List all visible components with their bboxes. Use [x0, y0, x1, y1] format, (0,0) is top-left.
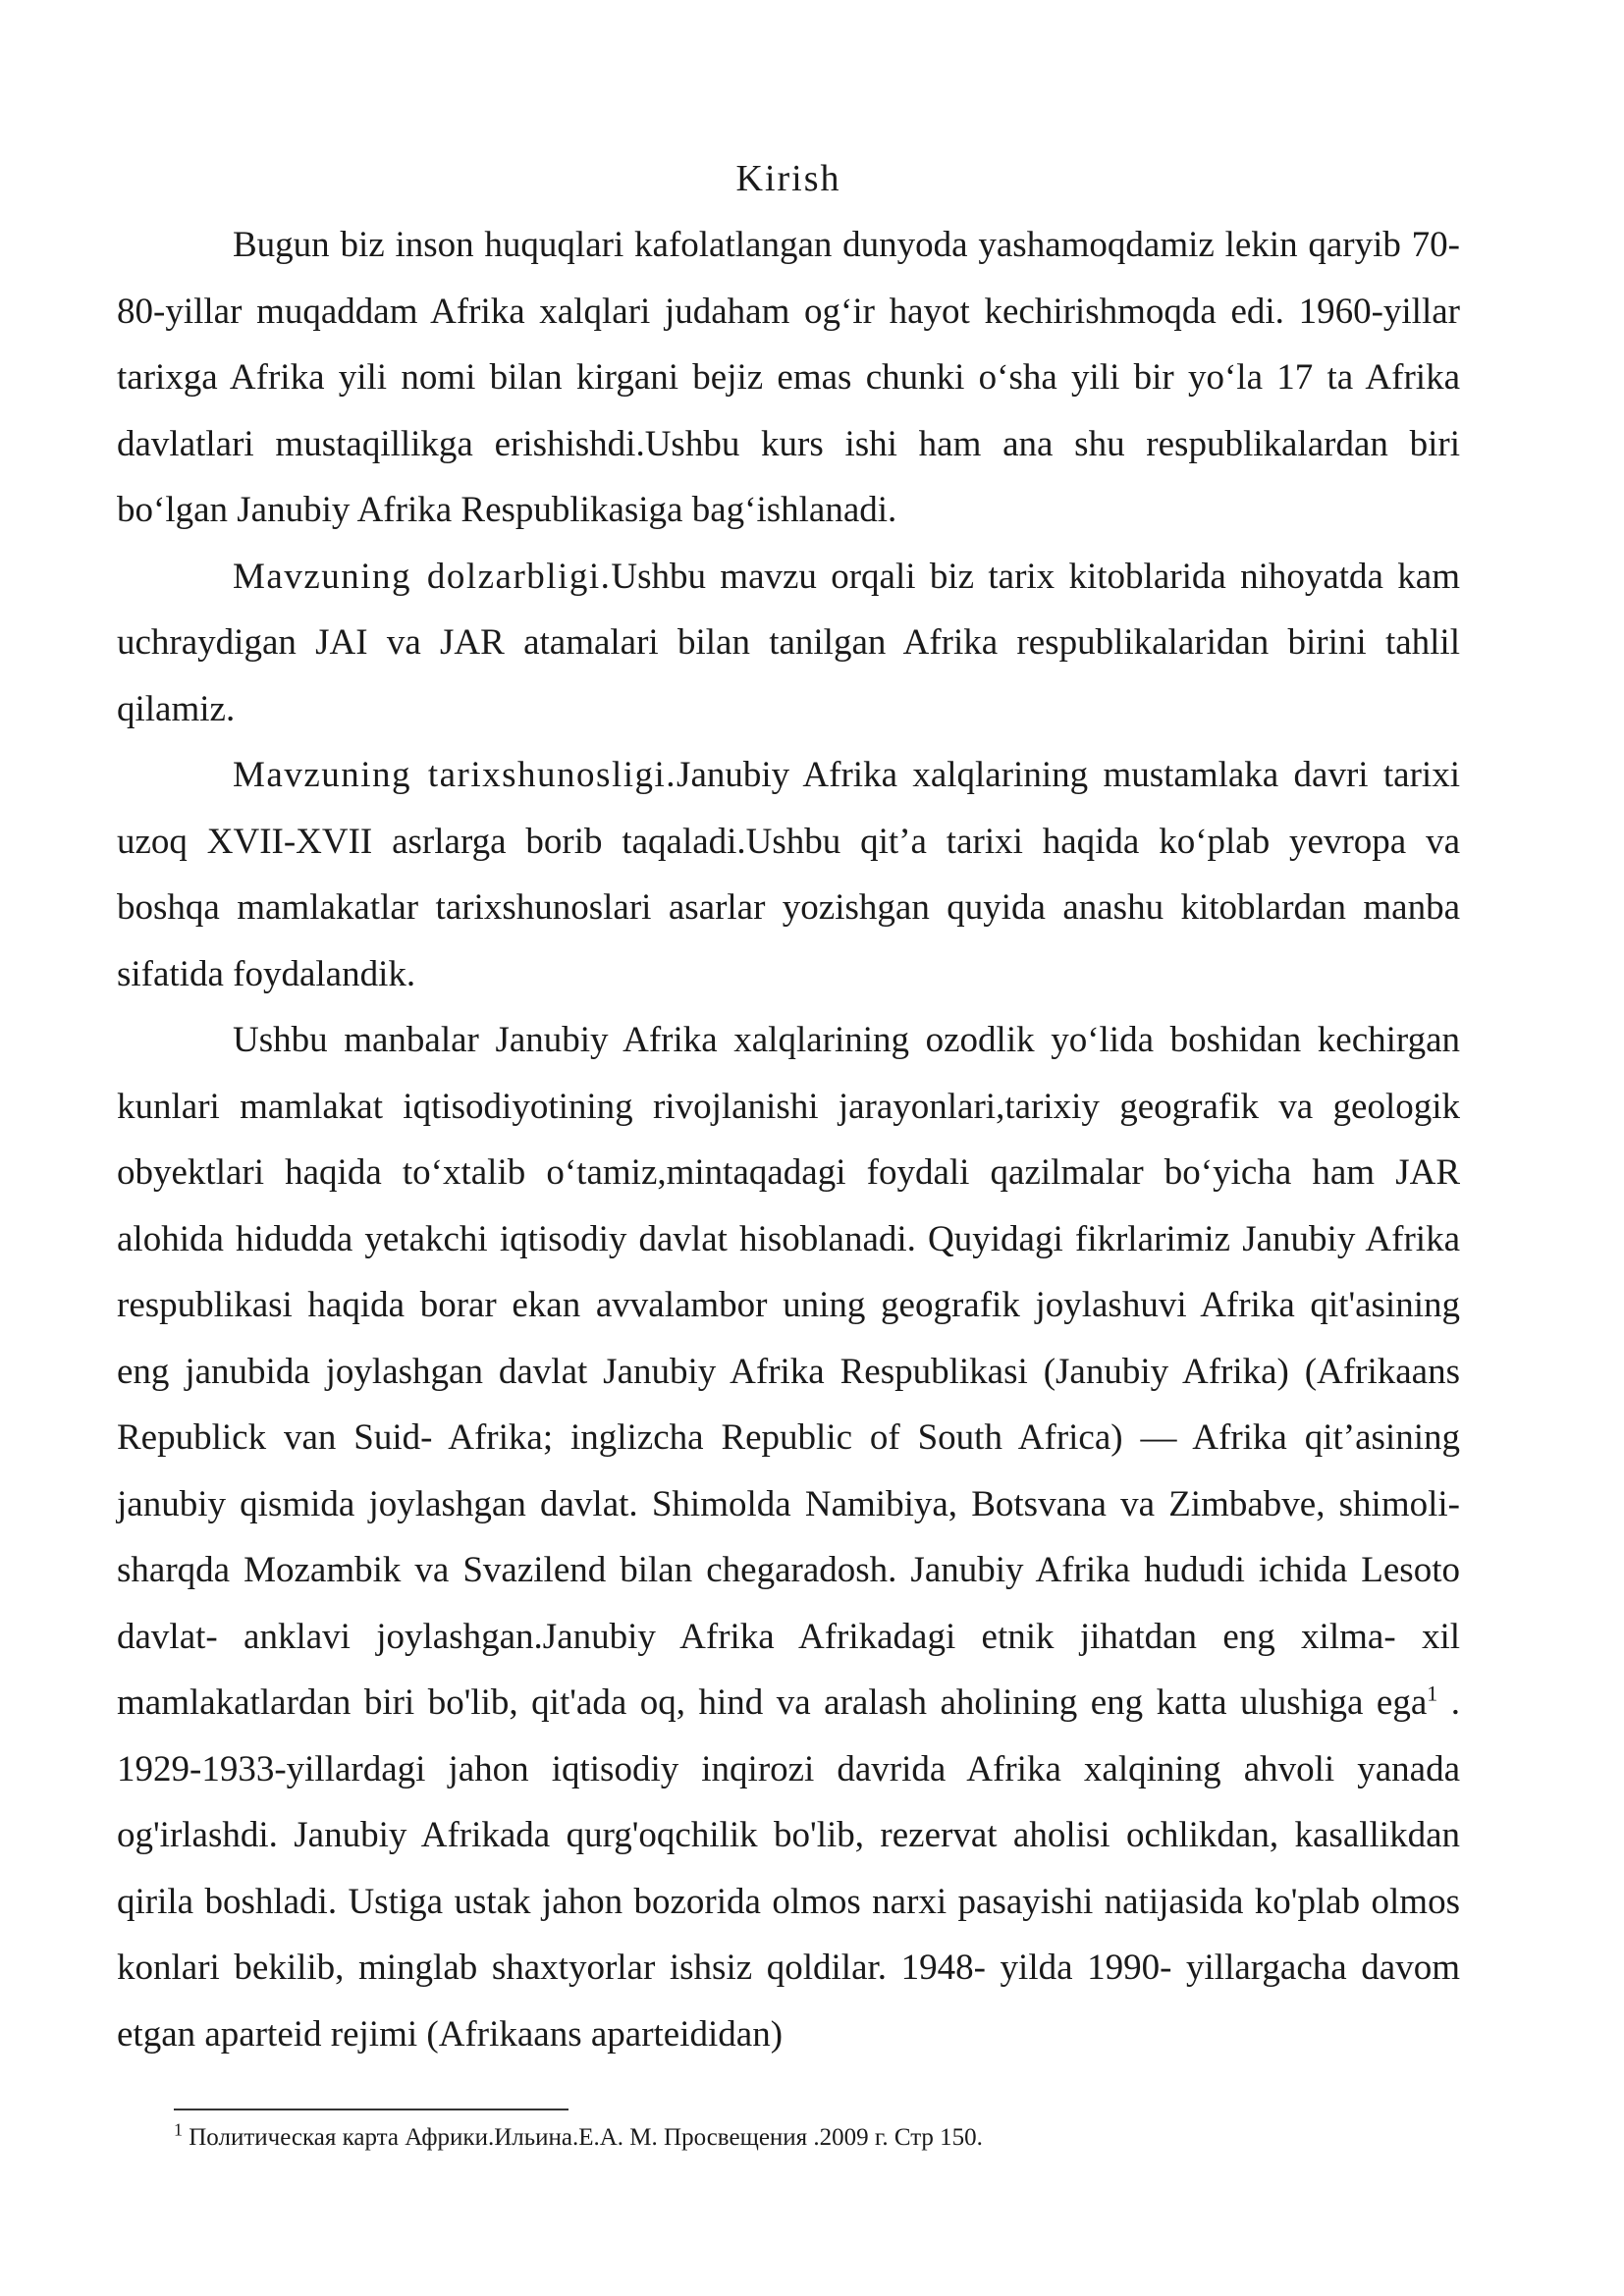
- sources-text-part2: . 1929-1933-yillardagi jahon iqtisodiy inqirozi davrida Afrika xalqining ahvoli yanada og'irlashdi. Janubiy Afrikada qurg'oqchilik bo'lib, rezervat aholisi ochlikdan, kasallikdan qirila boshladi. Ustiga ustak jahon bozorida olmos narxi pasayishi natijasida ko'plab olmos konlari bekilib, minglab shaxtyorlar ishsiz qoldilar. 1948- yilda 1990- yillargacha davom etgan aparteid rejimi (Afrikaans aparteididan): [117, 1682, 1460, 2055]
- document-page: [117, 145, 1460, 2067]
- footnote-mark: 1: [174, 2119, 183, 2140]
- sources-text-part1: Ushbu manbalar Janubiy Afrika xalqlarining ozodlik yo‘lida boshidan kechirgan kunlari mamlakat iqtisodiyotining rivojlanishi jarayonlari,tarixiy geografik va geologik obyektlari haqida to‘xtalib o‘tamiz,mintaqadagi foydali qazilmalar bo‘yicha ham JAR alohida hidudda yetakchi iqtisodiy davlat hisoblanadi. Quyidagi fikrlarimiz Janubiy Afrika respublikasi haqida borar ekan avvalambor uning geografik joylashuvi Afrika qit'asining eng janubida joylashgan davlat Janubiy Afrika Respublikasi (Janubiy Afrika) (Afrikaans Republick van Suid- Afrika; inglizcha Republic of South Africa) — Afrika qit’asining janubiy qismida joylashgan davlat. Shimolda Namibiya, Botsvana va Zimbabve, shimoli- sharqda Mozambik va Svazilend bilan chegaradosh. Janubiy Afrika hududi ichida Lesoto davlat- anklavi joylashgan.Janubiy Afrika Afrikadagi etnik jihatdan eng xilma- xil mamlakatlardan biri bo'lib, qit'ada oq, hind va aralash aholining eng katta ulushiga ega: [117, 1020, 1460, 1723]
- historiography-text: Janubiy Afrika xalqlarining mustamlaka davri tarixi uzoq XVII-XVII asrlarga borib taqaladi.Ushbu qit’a tarixi haqida ko‘plab yevropa va boshqa mamlakatlar tarixshunoslari asarlar yozishgan quyida anashu kitoblardan manba sifatida foydalandik.: [117, 755, 1460, 994]
- historiography-paragraph: [117, 742, 1460, 1007]
- relevance-paragraph: [117, 544, 1460, 743]
- sources-paragraph: [117, 1007, 1460, 2067]
- intro-paragraph: Bugun biz inson huquqlari kafolatlangan dunyoda yashamoqdamiz lekin qaryib 70-80-yillar muqaddam Afrika xalqlari judaham og‘ir hayot kechirishmoqda edi. 1960-yillar tarixga Afrika yili nomi bilan kirgani bejiz emas chunki o‘sha yili bir yo‘la 17 ta Afrika davlatlari mustaqillikga erishishdi.Ushbu kurs ishi ham ana shu respublikalardan biri bo‘lgan Janubiy Afrika Respublikasiga bag‘ishlanadi.: [117, 225, 1460, 530]
- footnote-text: Политическая карта Африки.Ильина.Е.А. М. Просвещения .2009 г. Стр 150.: [183, 2124, 983, 2151]
- historiography-heading: Mavzuning tarixshunosligi.: [233, 755, 677, 795]
- page-title: Kirish: [735, 158, 841, 199]
- footnote-divider: [174, 2109, 568, 2110]
- footnote-reference[interactable]: 1: [1427, 1681, 1438, 1706]
- relevance-heading: Mavzuning dolzarbligi.: [233, 556, 612, 597]
- relevance-text: Ushbu mavzu orqali biz tarix kitoblarida nihoyatda kam uchraydigan JAI va JAR atamalari bilan tanilgan Afrika respublikalaridan birini tahlil qilamiz.: [117, 556, 1460, 729]
- footnote: [174, 2120, 1450, 2156]
